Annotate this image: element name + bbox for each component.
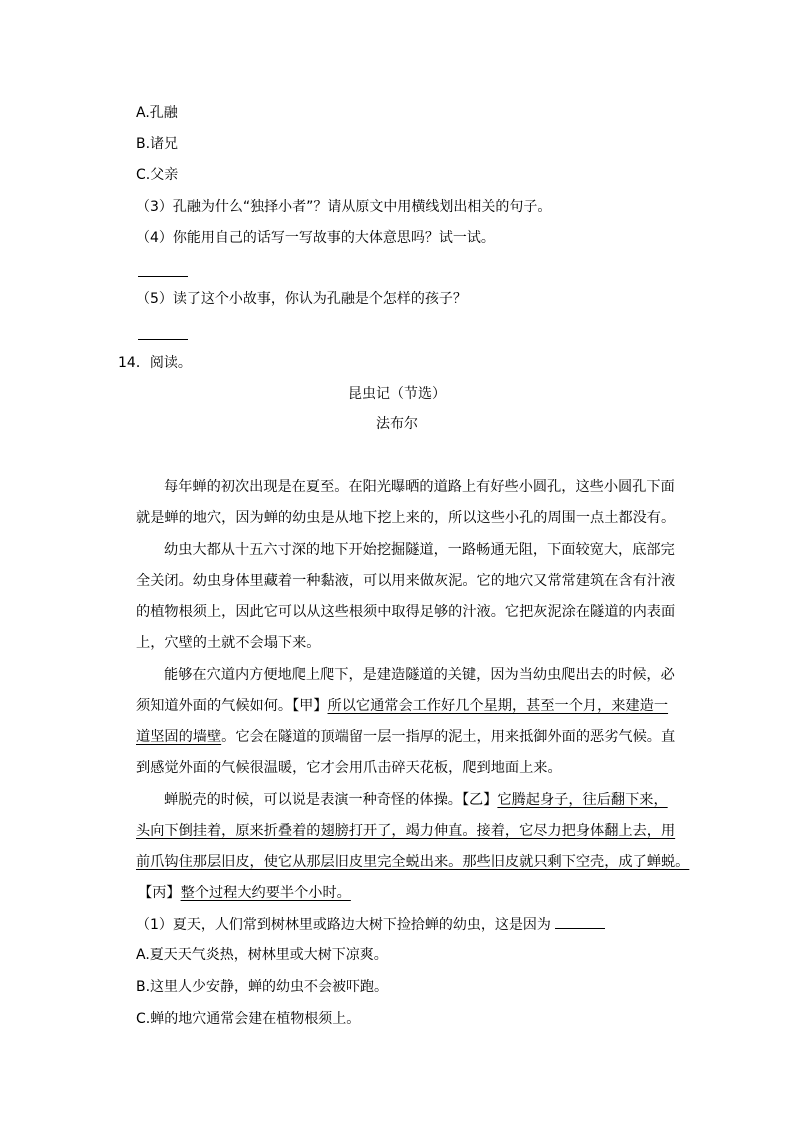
underlined-sentence-bing: 整个过程大约要半个小时。 xyxy=(180,885,351,901)
marker-yi-text: 蝉脱壳的时候，可以说是表演一种奇怪的体操。【乙】 xyxy=(164,792,498,808)
paragraph-1-line-2: 就是蝉的地穴，因为蝉的幼虫是从地下挖上来的，所以这些小孔的周围一点土都没有。 xyxy=(136,510,676,526)
sub-question-3: （3）孔融为什么“独择小者”？请从原文中用横线划出相关的句子。 xyxy=(136,199,552,215)
sub-question-5: （5）读了这个小故事，你认为孔融是个怎样的孩子？ xyxy=(136,291,467,307)
option-b[interactable]: B.诸兄 xyxy=(136,136,179,152)
paragraph-2-line-3: 的植物根须上，因此它可以从这些根须中取得足够的汁液。它把灰泥涂在隧道的内表面 xyxy=(136,604,676,620)
marker-bing: 【丙】 xyxy=(138,885,181,901)
paragraph-2-line-4: 上，穴壁的土就不会塌下来。 xyxy=(136,635,321,651)
underlined-sentence-jia: 所以它通常会工作好几个星期，甚至一个月，来建造一 xyxy=(327,698,669,714)
paragraph-1-line-1: 每年蝉的初次出现是在夏至。在阳光曝晒的道路上有好些小圆孔，这些小圆孔下面 xyxy=(164,479,675,495)
marker-jia-text: 须知道外面的气候如何。【甲】 xyxy=(136,698,328,714)
question-number: 14．阅读。 xyxy=(118,355,192,371)
answer-blank-4[interactable] xyxy=(138,276,188,277)
paragraph-4-line-4 xyxy=(138,883,678,903)
option-c[interactable]: C.父亲 xyxy=(136,167,179,183)
underlined-sentence-yi: 它腾起身子，往后翻下来， xyxy=(497,792,668,808)
option-b[interactable]: B.这里人少安静，蝉的幼虫不会被吓跑。 xyxy=(136,979,389,995)
option-a[interactable]: A.孔融 xyxy=(136,105,178,121)
sub-question-1-text: （1）夏天，人们常到树林里或路边大树下捡拾蝉的幼虫，这是因为 xyxy=(136,917,551,933)
underlined-sentence-jia-end: 道坚固的墙壁 xyxy=(136,729,222,745)
answer-blank-5[interactable] xyxy=(138,339,188,340)
paragraph-3-line-4: 到感觉外面的气候很温暖，它才会用爪击碎天花板，爬到地面上来。 xyxy=(136,760,562,776)
paragraph-3-line-3-rest: 。它会在隧道的顶端留一层一指厚的泥土，用来抵御外面的恶劣气候。直 xyxy=(221,729,676,745)
paragraph-3-line-3 xyxy=(136,727,676,747)
passage-author: 法布尔 xyxy=(376,416,418,432)
paragraph-2-line-1: 幼虫大都从十五六寸深的地下开始挖掘隧道，一路畅通无阻，下面较宽大，底部完 xyxy=(164,542,675,558)
passage-title: 昆虫记（节选） xyxy=(348,386,446,402)
paragraph-3-line-2 xyxy=(136,696,676,716)
sub-question-4: （4）你能用自己的话写一写故事的大体意思吗？试一试。 xyxy=(136,230,495,246)
paragraph-3-line-1: 能够在穴道内方便地爬上爬下，是建造隧道的关键，因为当幼虫爬出去的时候，必 xyxy=(164,667,675,683)
paragraph-4-line-3: 前爪钩住那层旧皮，使它从那层旧皮里完全蜕出来。那些旧皮就只剩下空壳，成了蝉蜕。 xyxy=(136,854,690,870)
paragraph-2-line-2: 全关闭。幼虫身体里藏着一种黏液，可以用来做灰泥。它的地穴又常常建筑在含有汁液 xyxy=(136,573,676,589)
paragraph-4-line-2: 头向下倒挂着，原来折叠着的翅膀打开了，竭力伸直。接着，它尽力把身体翻上去，用 xyxy=(136,823,676,839)
option-c[interactable]: C.蝉的地穴通常会建在植物根须上。 xyxy=(136,1011,361,1027)
answer-blank-1[interactable] xyxy=(555,914,605,929)
option-a[interactable]: A.夏天天气炎热，树林里或大树下凉爽。 xyxy=(136,947,388,963)
sub-question-1 xyxy=(136,914,605,935)
paragraph-4-line-1 xyxy=(136,790,676,810)
